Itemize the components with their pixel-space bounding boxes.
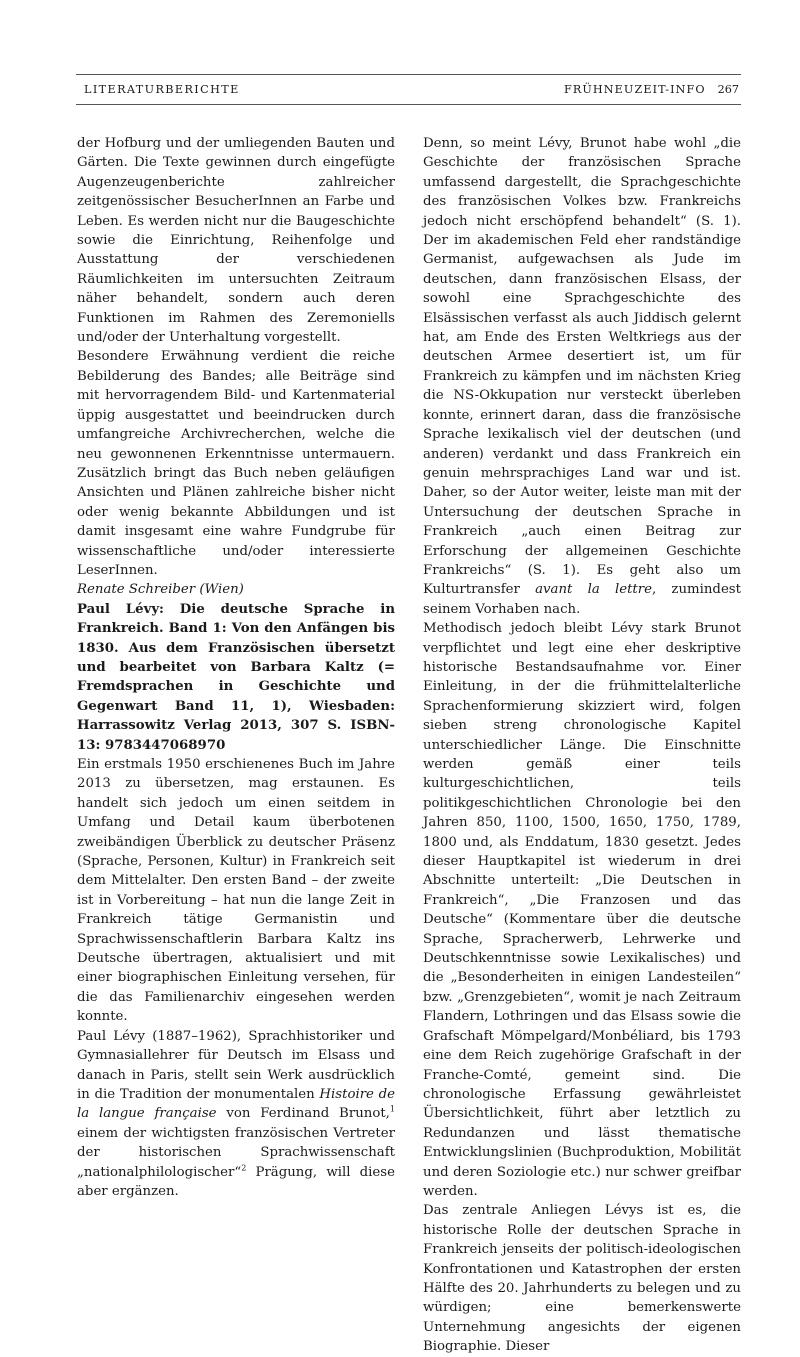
journal-title bbox=[564, 83, 739, 96]
running-header bbox=[76, 74, 741, 105]
paragraph bbox=[77, 1027, 395, 1202]
emphasis: avant la lettre bbox=[535, 582, 652, 598]
paragraph bbox=[423, 134, 741, 619]
text-run: , zumindest seinem Vorhaben nach. bbox=[423, 582, 741, 617]
page-number: 267 bbox=[717, 83, 739, 96]
section-title: LITERATURBERICHTE bbox=[84, 83, 240, 96]
footnote-marker: 1 bbox=[389, 1104, 395, 1114]
paragraph: der Hofburg und der umliegenden Bauten und Gärten. Die Texte gewinnen durch eingefügte Augenzeugenberichte zahlreicher zeitgenössischer BesucherInnen an Farbe und Leben. Es werden nicht nur die Baugeschichte sowie die Einrichtung, Reihenfolge und Ausstattung der verschiedenen Räumlichkeiten im untersuchten Zeitraum näher behandelt, sondern auch deren Funktionen im Rahmen des Zeremoniells und/oder der Unterhaltung vorgestellt. bbox=[77, 136, 395, 346]
paragraph: Das zentrale Anliegen Lévys ist es, die historische Rolle der deutschen Sprache in Frankreich jenseits der politisch-ideologischen Konfrontationen und Katastrophen der ersten Hälfte des 20. Jahrhunderts zu belegen und zu würdigen; eine bemerkenswerte Unternehmung angesichts der eigenen Biographie. Dieser bbox=[423, 1203, 741, 1355]
review-heading: Paul Lévy: Die deutsche Sprache in Frankreich. Band 1: Von den Anfängen bis 1830. Aus dem Französischen übersetzt und bearbeitet von Barbara Kaltz (= Fremdsprachen in Geschichte und Gegenwart Band 11, 1), Wiesbaden: Harrassowitz Verlag 2013, 307 S. ISBN-13: 9783447068970 bbox=[77, 601, 395, 753]
text-run: Paul Lévy (1887–1962), Sprachhistoriker und Gymnasiallehrer für Deutsch im Elsass und danach in Paris, stellt sein Werk ausdrücklich in die Tradition der monumentalen bbox=[77, 1028, 395, 1102]
text-run: einem der wichtigsten französischen Vertreter der historischen Sprachwissenschaft „nationalphilologischer“ bbox=[77, 1125, 395, 1180]
text-run: von Ferdinand Brunot, bbox=[216, 1106, 390, 1122]
right-column bbox=[423, 134, 741, 1357]
journal-name: FRÜHNEUZEIT-INFO bbox=[563, 83, 706, 96]
reviewer-signature: Renate Schreiber (Wien) bbox=[77, 582, 244, 598]
paragraph: Ein erstmals 1950 erschienenes Buch im Jahre 2013 zu übersetzen, mag erstaunen. Es handelt sich jedoch um einen seitdem in Umfang und Detail kaum überbotenen zweibändigen Überblick zu deutscher Präsenz (Sprache, Personen, Kultur) in Frankreich seit dem Mittelalter. Den ersten Band – der zweite ist in Vorbereitung – hat nun die lange Zeit in Frankreich tätige Germanistin und Sprachwissenschaftlerin Barbara Kaltz ins Deutsche übertragen, aktualisiert und mit einer biographischen Einleitung versehen, für die das Familienarchiv eingesehen werden konnte. bbox=[77, 757, 395, 1025]
footnote-marker: 2 bbox=[241, 1163, 247, 1173]
text-run: Prägung, will diese aber ergänzen. bbox=[77, 1164, 395, 1199]
paragraph: Methodisch jedoch bleibt Lévy stark Brunot verpflichtet und legt eine eher deskriptive historische Bestandsaufnahme vor. Einer Einleitung, in der die frühmittelalterliche Sprachenformierung skizziert wird, folgen sieben streng chronologische Kapitel unterschiedlicher Länge. Die Einschnitte werden gemäß einer teils kulturgeschichtlichen, teils politikgeschichtlichen Chronologie bei den Jahren 850, 1100, 1500, 1650, 1750, 1789, 1800 und, als Enddatum, 1830 gesetzt. Jedes dieser Hauptkapitel ist wiederum in drei Abschnitte unterteilt: „Die Deutschen in Frankreich“, „Die Franzosen und das Deutsche“ (Kommentare über die deutsche Sprache, Spracherwerb, Lehrwerke und Deutschkenntnisse sowie Lexikalisches) und die „Besonderheiten in einigen Landesteilen“ bzw. „Grenzgebieten“, womit je nach Zeitraum Flandern, Lothringen und das Elsass sowie die Grafschaft Mömpelgard/Monbéliard, bis 1793 eine dem Reich zugehörige Grafschaft in der Franche-Comté, gemeint sind. Die chronologische Erfassung gewährleistet Übersichtlichkeit, führt aber letztlich zu Redundanzen und lässt thematische Entwicklungslinien (Buchproduktion, Mobilität und deren Soziologie etc.) nur schwer greifbar werden. bbox=[423, 621, 741, 1199]
paragraph: Besondere Erwähnung verdient die reiche Bebilderung des Bandes; alle Beiträge sind mit hervorragendem Bild- und Kartenmaterial üppig ausgestattet und beeindrucken durch umfangreiche Archivrecherchen, welche die neu gewonnenen Erkenntnisse untermauern. Zusätzlich bringt das Buch neben geläufigen Ansichten und Plänen zahlreiche bisher nicht oder wenig bekannte Abbildungen und ist damit insgesamt eine wahre Fundgrube für wissenschaftliche und/oder interessierte LeserInnen. bbox=[77, 349, 395, 578]
book-title: Histoire de la langue française bbox=[77, 1086, 395, 1122]
left-column bbox=[77, 134, 395, 1201]
text-run: Denn, so meint Lévy, Brunot habe wohl „die Geschichte der französischen Sprache umfassend dargestellt, die Sprachgeschichte des französischen Volkes bzw. Frankreichs jedoch nicht erschöpfend behandelt“ (S. 1). Der im akademischen Feld eher randständige Germanist, aufgewachsen als Jude im deutschen, dann französischen Elsass, der sowohl eine Sprachgeschichte des Elsässischen verfasst als auch Jiddisch gelernt hat, am Ende des Ersten Weltkriegs aus der deutschen Armee desertiert ist, um für Frankreich zu kämpfen und im nächsten Krieg die NS-Okkupation nur versteckt überleben konnte, erinnert daran, dass die französische Sprache lexikalisch viel der deutschen (und anderen) verdankt und dass Frankreich ein genuin mehrsprachiges Land war und ist. Daher, so der Autor weiter, leiste man mit der Untersuchung der deutschen Sprache in Frankreich „auch einen Beitrag zur Erforschung der allgemeinen Geschichte Frankreichs“ (S. 1). Es geht also um Kulturtransfer bbox=[423, 136, 741, 598]
